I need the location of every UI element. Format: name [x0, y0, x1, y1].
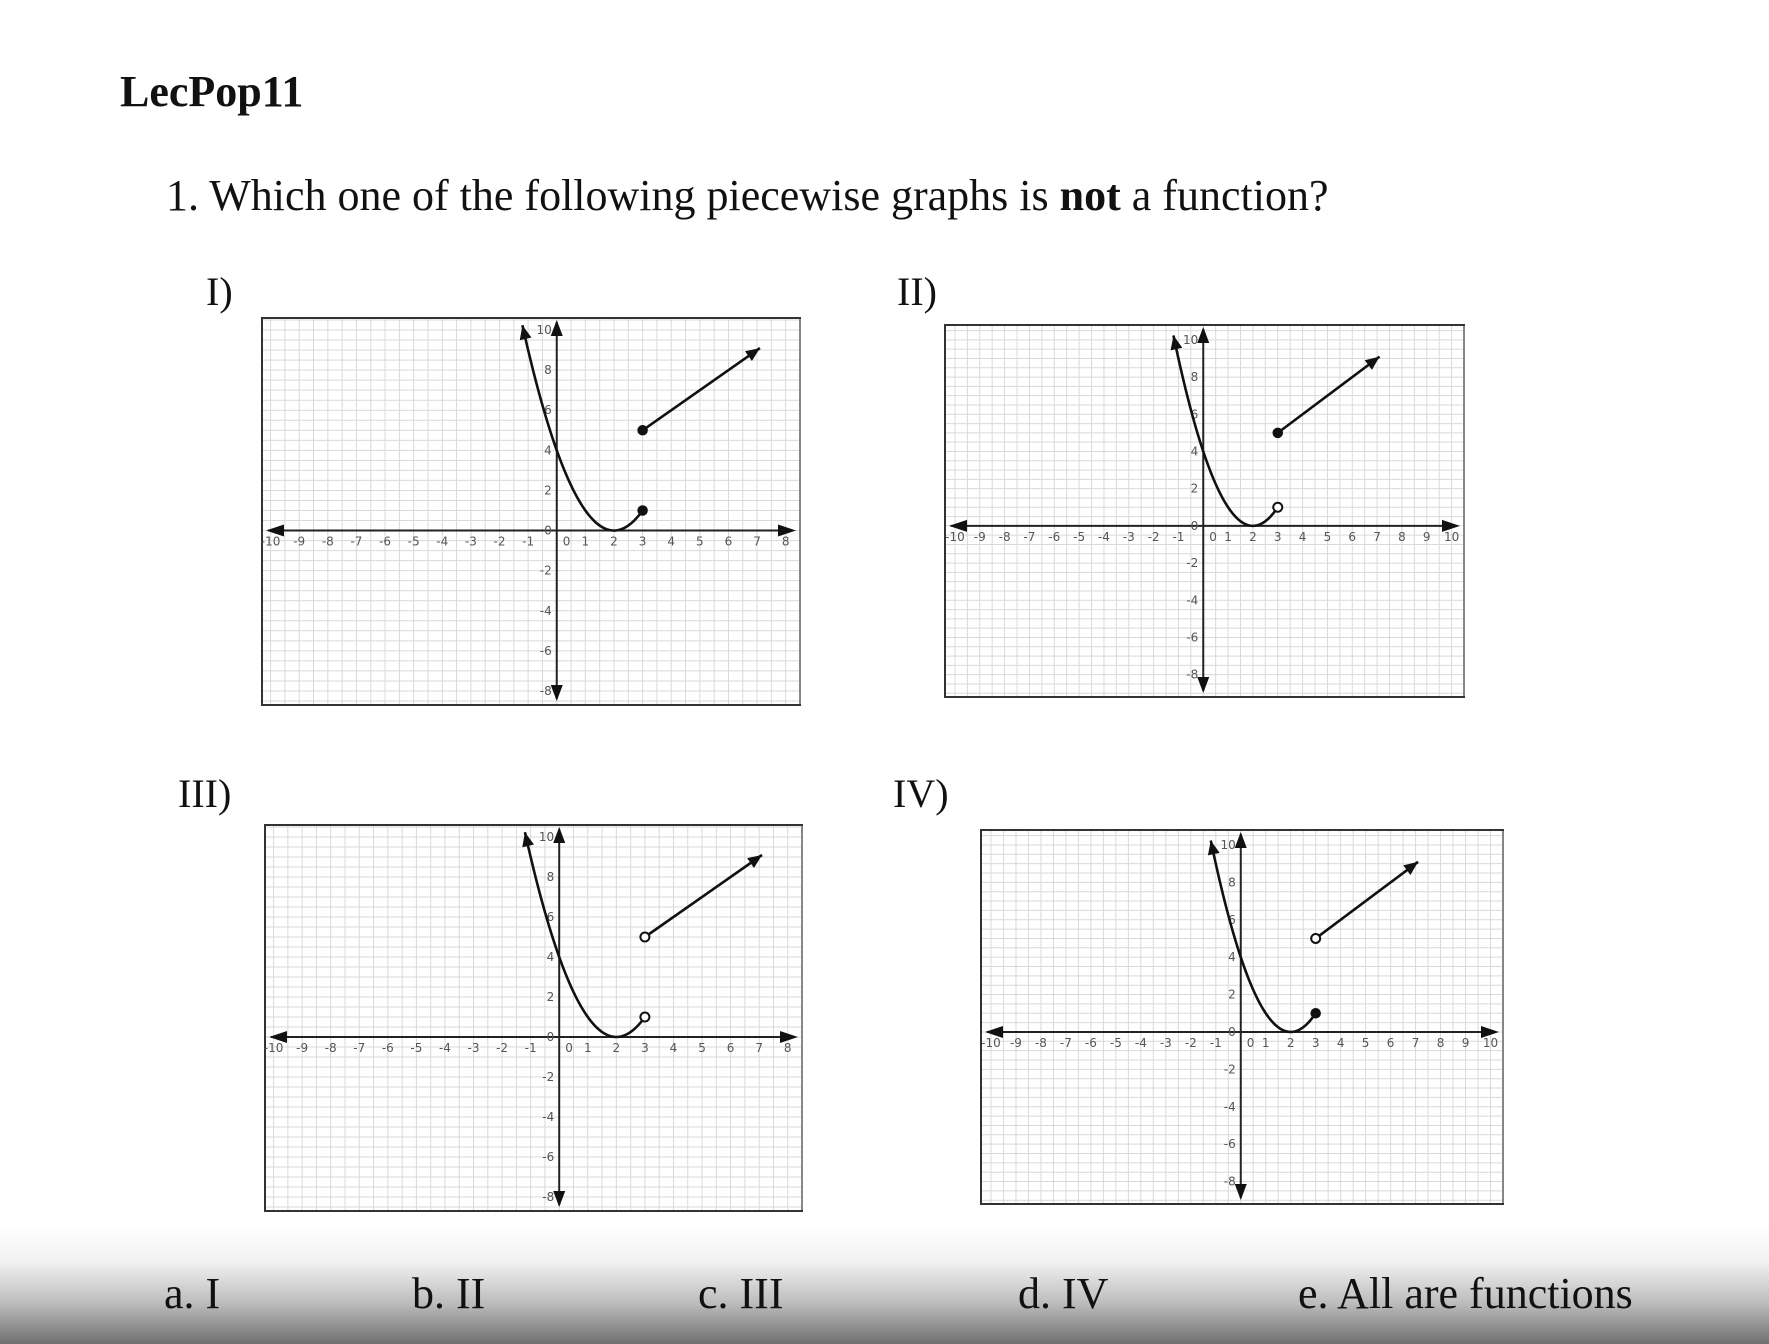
y-tick-label: 2 — [1228, 987, 1236, 1002]
endpoint-line — [638, 426, 647, 435]
x-tick-label: 4 — [1298, 529, 1307, 544]
y-tick-label: -2 — [1223, 1062, 1236, 1077]
graph-frame — [981, 830, 1503, 1204]
x-tick-label: -7 — [1059, 1035, 1072, 1050]
x-tick-label: -2 — [1147, 529, 1160, 544]
x-tick-label: -10 — [945, 529, 965, 544]
x-tick-label: -8 — [321, 534, 334, 549]
x-tick-label: 3 — [1273, 529, 1282, 544]
x-tick-label: 2 — [610, 534, 618, 549]
graph-ii — [945, 325, 1464, 697]
question-suffix: a function? — [1120, 171, 1329, 220]
x-tick-label: -3 — [1159, 1035, 1172, 1050]
y-tick-label: -4 — [1223, 1099, 1236, 1114]
x-tick-label: -6 — [381, 1041, 394, 1055]
y-tick-label: -4 — [539, 603, 552, 618]
x-tick-label: -10 — [263, 1041, 284, 1055]
y-tick-label: -6 — [1186, 630, 1199, 645]
y-tick-label: 4 — [1228, 950, 1236, 965]
y-tick-label: -2 — [539, 563, 552, 578]
y-tick-label: 10 — [538, 830, 555, 844]
question-emphasis: not — [1059, 171, 1121, 220]
endpoint-parabola — [1273, 503, 1282, 512]
x-tick-label: -10 — [260, 534, 281, 549]
y-tick-label: -8 — [1223, 1174, 1236, 1189]
endpoint-line — [1311, 934, 1320, 943]
x-tick-label: -9 — [293, 534, 306, 549]
y-tick-label: 0 — [1228, 1024, 1236, 1039]
y-tick-label: -6 — [542, 1150, 555, 1164]
choice-e[interactable]: e. All are functions — [1298, 1269, 1633, 1318]
graph-iii — [265, 825, 802, 1211]
x-tick-label: -2 — [493, 534, 506, 549]
y-tick-label: 8 — [546, 870, 555, 884]
x-tick-label: 2 — [1249, 529, 1257, 544]
endpoint-line — [1273, 428, 1282, 437]
y-tick-label: 0 — [546, 1030, 555, 1044]
y-tick-label: 2 — [1190, 481, 1199, 496]
graph-label-iii: III) — [178, 771, 232, 816]
x-tick-label: 0 — [1246, 1035, 1255, 1050]
y-tick-label: 8 — [1190, 370, 1199, 385]
y-tick-label: 0 — [544, 523, 552, 538]
x-tick-label: 2 — [612, 1041, 621, 1055]
x-tick-label: 2 — [1286, 1035, 1295, 1050]
x-tick-label: 7 — [1411, 1035, 1420, 1050]
x-tick-label: -5 — [410, 1041, 423, 1055]
x-tick-label: -4 — [438, 1041, 451, 1055]
x-tick-label: -3 — [464, 534, 477, 549]
x-tick-label: 8 — [1436, 1035, 1445, 1050]
y-tick-label: 8 — [1228, 875, 1236, 890]
graph-iv — [981, 830, 1503, 1204]
x-tick-label: -1 — [1172, 529, 1185, 544]
y-tick-label: 8 — [544, 363, 552, 378]
x-tick-label: -7 — [353, 1041, 366, 1055]
endpoint-parabola — [638, 506, 647, 515]
document-title: LecPop11 — [120, 67, 304, 116]
x-tick-label: -7 — [1023, 529, 1036, 544]
graph-label-i: I) — [206, 269, 233, 314]
y-tick-label: -2 — [542, 1070, 555, 1084]
x-tick-label: -8 — [1034, 1035, 1047, 1050]
choice-a[interactable]: a. I — [164, 1269, 221, 1318]
x-tick-label: 7 — [755, 1041, 763, 1055]
x-tick-label: 7 — [753, 534, 761, 549]
x-tick-label: 10 — [1443, 529, 1460, 544]
x-tick-label: -5 — [407, 534, 420, 549]
x-tick-label: -5 — [1073, 529, 1086, 544]
x-tick-label: 6 — [726, 1041, 735, 1055]
x-tick-label: 6 — [1348, 529, 1357, 544]
x-tick-label: 5 — [698, 1041, 706, 1055]
x-tick-label: -3 — [467, 1041, 480, 1055]
x-tick-label: 3 — [638, 534, 647, 549]
x-tick-label: -7 — [350, 534, 363, 549]
x-tick-label: -1 — [524, 1041, 537, 1055]
y-tick-label: -6 — [1223, 1137, 1236, 1152]
y-tick-label: 0 — [1190, 518, 1199, 533]
y-tick-label: 2 — [544, 483, 552, 498]
x-tick-label: 4 — [667, 534, 676, 549]
y-tick-label: 6 — [1228, 912, 1236, 927]
x-tick-label: -4 — [1097, 529, 1110, 544]
x-tick-label: -2 — [1184, 1035, 1197, 1050]
x-tick-label: 1 — [581, 534, 590, 549]
x-tick-label: -5 — [1109, 1035, 1122, 1050]
y-tick-label: 10 — [1220, 837, 1236, 852]
choice-b[interactable]: b. II — [412, 1269, 486, 1318]
y-tick-label: -4 — [1186, 593, 1199, 608]
x-tick-label: -9 — [973, 529, 986, 544]
y-tick-label: 4 — [544, 443, 552, 458]
x-tick-label: 9 — [1461, 1035, 1470, 1050]
x-tick-label: 8 — [1398, 529, 1406, 544]
x-tick-label: 0 — [1209, 529, 1217, 544]
choice-c[interactable]: c. III — [698, 1269, 784, 1318]
y-tick-label: 10 — [1182, 332, 1199, 347]
y-tick-label: 2 — [546, 990, 555, 1004]
x-tick-label: 7 — [1373, 529, 1381, 544]
x-tick-label: -9 — [1009, 1035, 1022, 1050]
x-tick-label: 4 — [1336, 1035, 1345, 1050]
x-tick-label: 6 — [1386, 1035, 1395, 1050]
x-tick-label: -3 — [1122, 529, 1135, 544]
x-tick-label: -9 — [296, 1041, 309, 1055]
y-tick-label: -6 — [539, 643, 552, 658]
x-tick-label: 1 — [583, 1041, 592, 1055]
x-tick-label: -8 — [324, 1041, 337, 1055]
x-tick-label: 8 — [783, 1041, 792, 1055]
x-tick-label: -4 — [1134, 1035, 1147, 1050]
y-tick-label: 6 — [544, 403, 552, 418]
y-tick-label: -8 — [539, 683, 552, 698]
x-tick-label: -6 — [1084, 1035, 1097, 1050]
x-tick-label: 9 — [1422, 529, 1431, 544]
question-text — [166, 170, 1328, 221]
x-tick-label: 6 — [724, 534, 733, 549]
endpoint-parabola — [640, 1013, 649, 1022]
y-tick-label: 4 — [546, 950, 555, 964]
y-tick-label: -2 — [1186, 556, 1199, 571]
x-tick-label: -4 — [436, 534, 449, 549]
y-tick-label: -4 — [542, 1110, 555, 1124]
graph-frame — [945, 325, 1464, 697]
x-tick-label: 4 — [669, 1041, 678, 1055]
graph-i — [262, 318, 800, 705]
y-tick-label: 4 — [1190, 444, 1199, 459]
y-tick-label: -8 — [542, 1190, 555, 1204]
endpoint-line — [640, 933, 649, 942]
x-tick-label: -1 — [522, 534, 535, 549]
y-tick-label: 6 — [546, 910, 555, 924]
x-tick-label: -8 — [998, 529, 1011, 544]
x-tick-label: -6 — [1048, 529, 1061, 544]
x-tick-label: 3 — [1311, 1035, 1320, 1050]
x-tick-label: 0 — [562, 534, 571, 549]
endpoint-parabola — [1311, 1009, 1320, 1018]
x-tick-label: 3 — [641, 1041, 649, 1055]
choice-d[interactable]: d. IV — [1018, 1269, 1109, 1318]
question-prefix: 1. Which one of the following piecewise graphs is — [166, 171, 1060, 220]
x-tick-label: 5 — [1323, 529, 1332, 544]
y-tick-label: 10 — [536, 323, 552, 338]
x-tick-label: 1 — [1261, 1035, 1270, 1050]
x-tick-label: 5 — [1361, 1035, 1370, 1050]
graph-label-iv: IV) — [893, 771, 949, 816]
x-tick-label: 8 — [781, 534, 790, 549]
y-tick-label: 6 — [1190, 407, 1199, 422]
x-tick-label: 0 — [565, 1041, 573, 1055]
x-tick-label: -6 — [379, 534, 392, 549]
graph-label-ii: II) — [897, 269, 937, 314]
y-tick-label: -8 — [1186, 667, 1199, 682]
x-tick-label: 10 — [1482, 1035, 1499, 1050]
x-tick-label: 1 — [1224, 529, 1232, 544]
x-tick-label: 5 — [696, 534, 704, 549]
x-tick-label: -2 — [496, 1041, 509, 1055]
x-tick-label: -10 — [981, 1035, 1001, 1050]
x-tick-label: -1 — [1209, 1035, 1222, 1050]
